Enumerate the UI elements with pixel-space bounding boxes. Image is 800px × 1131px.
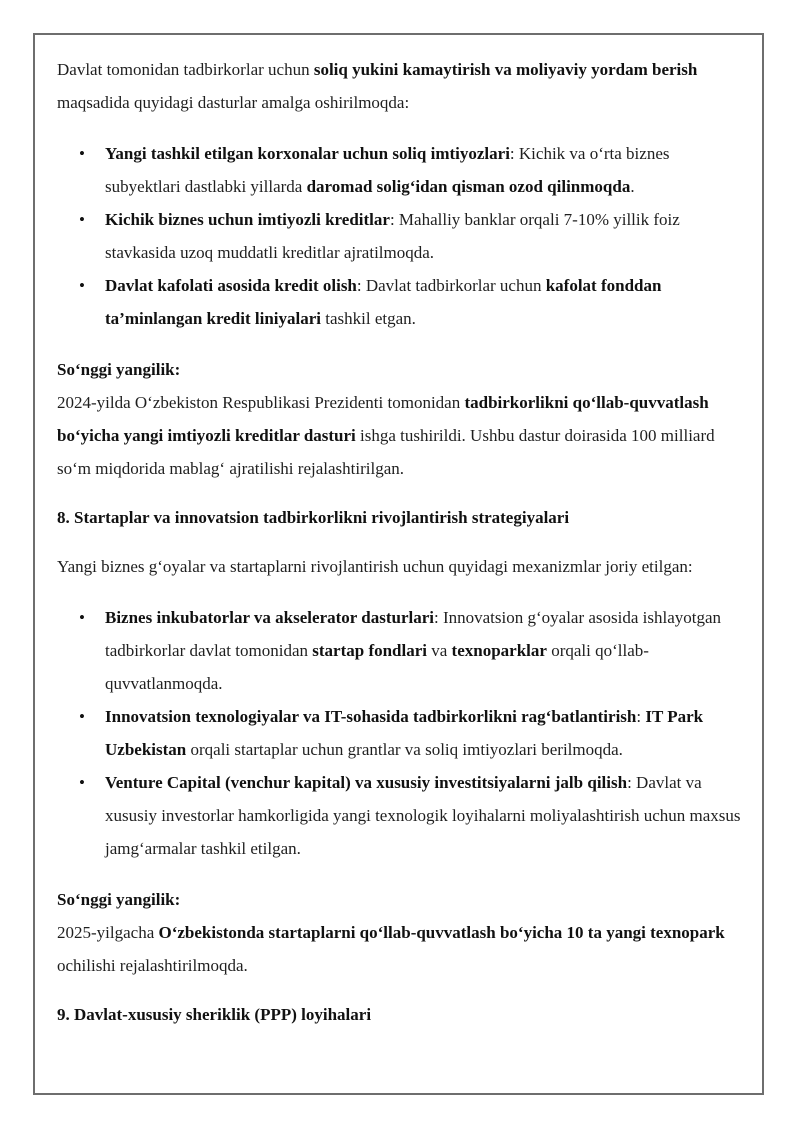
list-item: • Kichik biznes uchun imtiyozli kreditlar: Mahalliy banklar orqali 7-10% yillik foiz stavkasida uzoq muddatli kreditlar ajratilmoqda.	[57, 203, 747, 269]
news-paragraph: 2024-yilda O‘zbekiston Respublikasi Prezidenti tomonidan tadbirkorlikni qo‘llab-quvvatlash bo‘yicha yangi imtiyozli kreditlar dasturi ishga tushirildi. Ushbu dastur doirasida 100 milliard so‘m miqdorida mablag‘ ajratilishi rejalashtirilgan.	[57, 393, 715, 478]
section-heading: 9. Davlat-xususiy sheriklik (PPP) loyihalari	[57, 1005, 372, 1024]
section-heading: 8. Startaplar va innovatsion tadbirkorlikni rivojlantirish strategiyalari	[57, 508, 570, 527]
list-item: • Venture Capital (venchur kapital) va xususiy investitsiyalarni jalb qilish: Davlat va xususiy investorlar hamkorligida yangi texnologik loyihalarni moliyalashtirish uchun maxsus jamg‘armalar tashkil etilgan.	[57, 766, 747, 865]
document-content	[57, 53, 747, 1031]
news-heading: So‘nggi yangilik:	[57, 360, 181, 379]
tax-benefits-list	[57, 137, 747, 335]
news-paragraph: 2025-yilgacha O‘zbekistonda startaplarni qo‘llab-quvvatlash bo‘yicha 10 ta yangi texnopark ochilishi rejalashtirilmoqda.	[57, 923, 725, 975]
startup-mechanisms-list	[57, 601, 747, 865]
list-item: • Davlat kafolati asosida kredit olish: Davlat tadbirkorlar uchun kafolat fonddan ta’minlangan kredit liniyalari tashkil etgan.	[57, 269, 747, 335]
list-item: • Yangi tashkil etilgan korxonalar uchun soliq imtiyozlari: Kichik va o‘rta biznes subyektlari dastlabki yillarda daromad solig‘idan qisman ozod qilinmoqda.	[57, 137, 747, 203]
list-item: • Innovatsion texnologiyalar va IT-sohasida tadbirkorlikni rag‘batlantirish: IT Park Uzbekistan orqali startaplar uchun grantlar va soliq imtiyozlari berilmoqda.	[57, 700, 747, 766]
list-item: • Biznes inkubatorlar va akselerator dasturlari: Innovatsion g‘oyalar asosida ishlayotgan tadbirkorlar davlat tomonidan startap fondlari va texnoparklar orqali qo‘llab-quvvatlanmoqda.	[57, 601, 747, 700]
intro-paragraph: Davlat tomonidan tadbirkorlar uchun soliq yukini kamaytirish va moliyaviy yordam berish maqsadida quyidagi dasturlar amalga oshirilmoqda:	[57, 60, 698, 112]
section-intro: Yangi biznes g‘oyalar va startaplarni rivojlantirish uchun quyidagi mexanizmlar joriy etilgan:	[57, 557, 693, 576]
news-heading: So‘nggi yangilik:	[57, 890, 181, 909]
